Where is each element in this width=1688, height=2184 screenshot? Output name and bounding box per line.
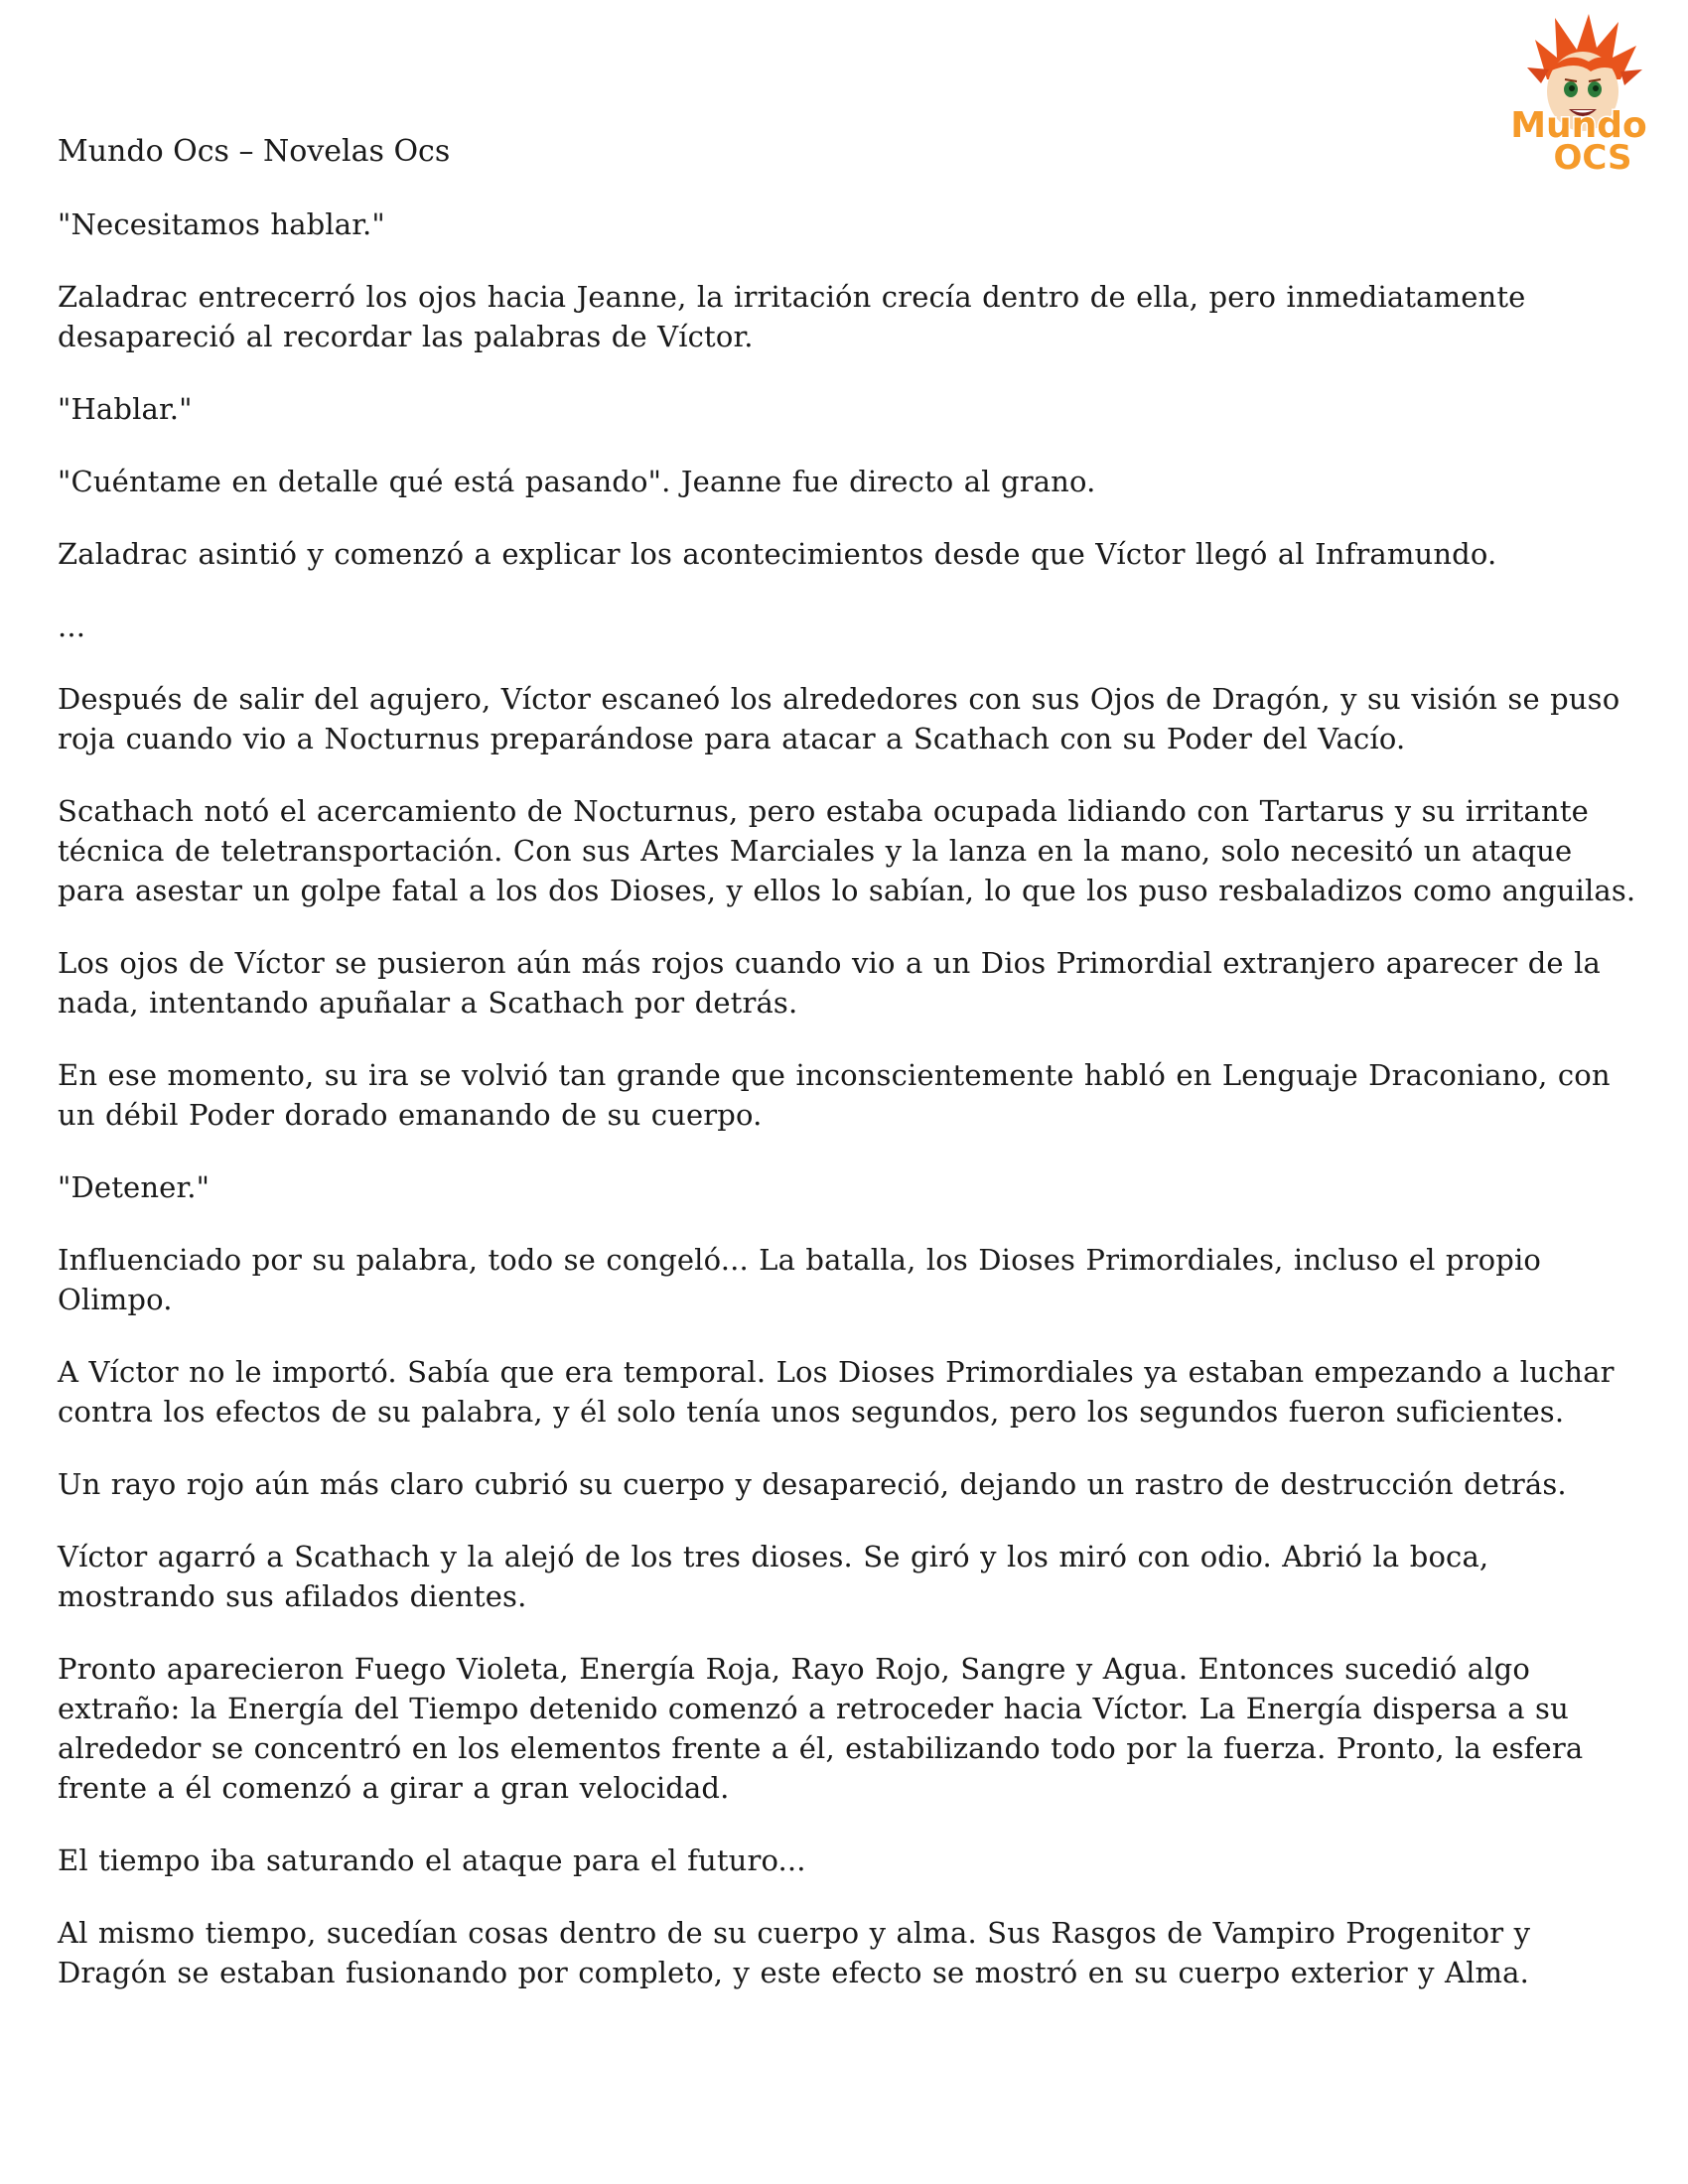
paragraph: Pronto aparecieron Fuego Violeta, Energía Roja, Rayo Rojo, Sangre y Agua. Entonces sucedió algo extraño: la Energía del Tiempo detenido comenzó a retroceder hacia Víctor. La Energía dispersa a su alrededor se concentró en los elementos frente a él, estabilizando todo por la fuerza. Pronto, la esfera frente a él comenzó a girar a gran velocidad. (58, 1652, 1584, 1805)
logo-lettering (1510, 105, 1647, 178)
body-text (58, 205, 1646, 2025)
logo-text-top: Mundo (1510, 105, 1647, 146)
paragraph: Zaladrac asintió y comenzó a explicar los acontecimientos desde que Víctor llegó al Inframundo. (58, 537, 1497, 571)
mundo-ocs-logo (1497, 10, 1660, 179)
paragraph: "Detener." (58, 1170, 211, 1204)
paragraph: Scathach notó el acercamiento de Nocturnus, pero estaba ocupada lidiando con Tartarus y su irritante técnica de teletransportación. Con sus Artes Marciales y la lanza en la mano, solo necesitó un ataque para asestar un golpe fatal a los dos Dioses, y ellos lo sabían, lo que los puso resbaladizos como anguilas. (58, 794, 1636, 907)
paragraph: Al mismo tiempo, sucedían cosas dentro de su cuerpo y alma. Sus Rasgos de Vampiro Progenitor y Dragón se estaban fusionando por completo, y este efecto se mostró en su cuerpo exterior y Alma. (58, 1916, 1531, 1989)
paragraph: Influenciado por su palabra, todo se congeló... La batalla, los Dioses Primordiales, incluso el propio Olimpo. (58, 1243, 1541, 1316)
paragraph: Víctor agarró a Scathach y la alejó de los tres dioses. Se giró y los miró con odio. Abrió la boca, mostrando sus afilados dientes. (58, 1540, 1489, 1613)
paragraph: "Cuéntame en detalle qué está pasando". Jeanne fue directo al grano. (58, 465, 1096, 498)
paragraph: Después de salir del agujero, Víctor escaneó los alrededores con sus Ojos de Dragón, y su visión se puso roja cuando vio a Nocturnus preparándose para atacar a Scathach con su Poder del Vacío. (58, 682, 1620, 755)
paragraph: A Víctor no le importó. Sabía que era temporal. Los Dioses Primordiales ya estaban empezando a luchar contra los efectos de su palabra, y él solo tenía unos segundos, pero los segundos fueron suficientes. (58, 1355, 1615, 1429)
paragraph: Un rayo rojo aún más claro cubrió su cuerpo y desapareció, dejando un rastro de destrucción detrás. (58, 1467, 1567, 1501)
paragraph: "Necesitamos hablar." (58, 207, 385, 241)
paragraph: "Hablar." (58, 392, 193, 426)
page-header: Mundo Ocs – Novelas Ocs (58, 134, 451, 169)
paragraph: El tiempo iba saturando el ataque para el futuro... (58, 1843, 806, 1877)
paragraph: En ese momento, su ira se volvió tan grande que inconscientemente habló en Lenguaje Draconiano, con un débil Poder dorado emanando de su cuerpo. (58, 1058, 1611, 1132)
paragraph: ... (58, 610, 86, 643)
logo-text-bottom: OCS (1553, 138, 1632, 178)
paragraph: Los ojos de Víctor se pusieron aún más rojos cuando vio a un Dios Primordial extranjero aparecer de la nada, intentando apuñalar a Scathach por detrás. (58, 946, 1601, 1020)
paragraph: Zaladrac entrecerró los ojos hacia Jeanne, la irritación crecía dentro de ella, pero inmediatamente desapareció al recordar las palabras de Víctor. (58, 280, 1526, 353)
